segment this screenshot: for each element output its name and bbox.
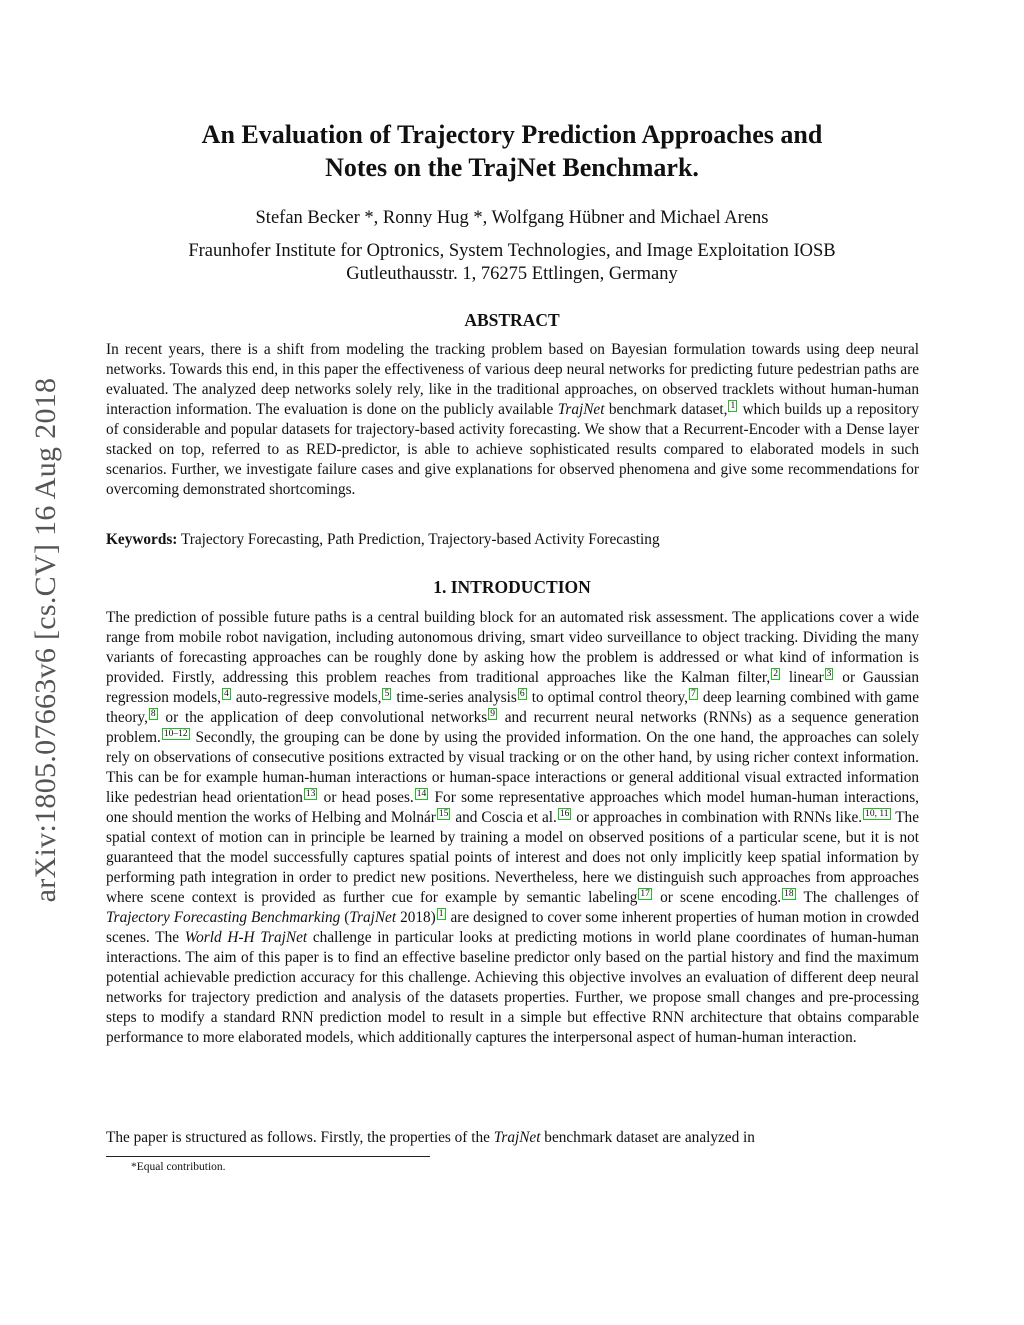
citation-link[interactable]: 8 (150, 709, 156, 719)
abstract-text: TrajNet (557, 401, 605, 418)
citation-link[interactable]: 1 (438, 909, 444, 919)
intro-text: or the application of deep convolutional networks (158, 709, 488, 726)
citation-link[interactable]: 2 (773, 669, 778, 679)
abstract-heading: ABSTRACT (464, 310, 560, 330)
intro-text: TrajNet (493, 1129, 541, 1146)
affiliation-line-2: Gutleuthausstr. 1, 76275 Ettlingen, Germany (346, 264, 678, 284)
footnote-rule (106, 1156, 430, 1157)
intro-text: to optimal control theory, (527, 689, 688, 706)
abstract-body (106, 340, 919, 500)
keywords-label: Keywords: (106, 531, 178, 548)
intro-text: and Coscia et al. (451, 809, 557, 826)
intro-text: benchmark dataset are analyzed in (540, 1129, 755, 1146)
citation-link[interactable]: 3 (826, 669, 832, 679)
arxiv-id: arXiv:1805.07663v6 [cs.CV] 16 Aug 2018 (29, 377, 62, 903)
intro-text: The prediction of possible future paths is a central building block for an automated risk assessment. The applications cover a wide range from mobile robot navigation, including autonomous driving, smart video surveillance to object tracking. Dividing the many variants of forecasting approaches can be roughly done by asking how the problem is addressed or what kind of information is provided. Firstly, addressing this problem reaches from traditional approaches like the Kalman filter, (106, 609, 919, 686)
intro-text: or Gaussian regression models, (106, 669, 919, 706)
citation-link[interactable]: 13 (305, 789, 316, 799)
citation-link[interactable]: 10–12 (163, 729, 188, 739)
intro-text: World H-H TrajNet (184, 929, 308, 946)
affiliation-line-1: Fraunhofer Institute for Optronics, System Technologies, and Image Exploitation IOSB (188, 241, 836, 261)
intro-text: time-series analysis (392, 689, 517, 706)
arxiv-sidebar-stamp (28, 340, 64, 940)
title-line-2: Notes on the TrajNet Benchmark. (325, 153, 699, 182)
intro-text: Trajectory Forecasting Benchmarking (106, 909, 341, 926)
citation-link[interactable]: 7 (690, 689, 696, 699)
intro-body-continued (106, 1128, 919, 1148)
intro-text: TrajNet (349, 909, 397, 926)
abstract-text: In recent years, there is a shift from modeling the tracking problem based on Bayesian formulation towards using deep neural networks. Towards this end, in this paper the effectiveness of various deep neural networks for predicting future pedestrian paths are evaluated. The analyzed deep networks solely rely, like in the traditional approaches, on observed tracklets without human-human interaction information. The evaluation is done on the publicly available (106, 341, 919, 418)
citation-link[interactable]: 15 (438, 809, 449, 819)
footnote: *Equal contribution. (131, 1161, 226, 1173)
intro-text: 2018) (396, 909, 436, 926)
citation-link[interactable]: 6 (519, 689, 525, 699)
intro-body (106, 608, 919, 1048)
citation-link[interactable]: 18 (784, 889, 794, 899)
citation-link[interactable]: 5 (384, 689, 390, 699)
intro-text: or head poses. (318, 789, 414, 806)
intro-text: The challenges of (796, 889, 919, 906)
affiliation (100, 240, 924, 286)
intro-text: Secondly, the grouping can be done by using the provided information. On the one hand, the approaches can solely rely on observations of consecutive positions extracted by visual tracking or on the other hand, by using richer context information. This can be for example human-human interactions or human-space interactions or general additional visual extracted information like pedestrian head orientation (106, 729, 919, 806)
citation-link[interactable]: 14 (416, 789, 427, 799)
intro-text: challenge in particular looks at predicting motions in world plane coordinates of human-human interactions. The aim of this paper is to find an effective baseline predictor only based on the partial history and find the maximum potential achievable prediction accuracy for this challenge. Achieving this objective involves an evaluation of different deep neural networks for trajectory prediction and analysis of the datasets properties. Further, we propose small changes and pre-processing steps to modify a standard RNN prediction model to result in a simple but effective RNN architecture that obtains comparable performance to more elaborated models, which additionally captures the interpersonal aspect of human-human interaction. (106, 929, 920, 1046)
intro-text: are designed to cover some inherent properties of human motion in crowded scenes. The (106, 909, 919, 946)
citation-link[interactable]: 16 (559, 809, 570, 819)
citation-link[interactable]: 9 (490, 709, 495, 719)
citation-link[interactable]: 4 (224, 689, 229, 699)
intro-text: The paper is structured as follows. Firstly, the properties of the (106, 1129, 494, 1146)
intro-text: ( (340, 909, 350, 926)
intro-text: or scene encoding. (652, 889, 782, 906)
abstract-text: benchmark dataset, (604, 401, 728, 418)
citation-link[interactable]: 10, 11 (865, 809, 889, 819)
intro-text: auto-regressive models, (231, 689, 382, 706)
intro-text: and recurrent neural networks (RNNs) as a sequence generation problem. (106, 709, 919, 746)
intro-text: or approaches in combination with RNNs like. (572, 809, 863, 826)
keywords-text: Trajectory Forecasting, Path Prediction, Trajectory-based Activity Forecasting (180, 531, 660, 548)
abstract-text: which builds up a repository of considerable and popular datasets for trajectory-based activity forecasting. We show that a Recurrent-Encoder with a Dense layer stacked on top, referred to as RED-predictor, is able to achieve sophisticated results compared to elaborated models in such scenarios. Further, we investigate failure cases and give explanations for observed phenomena and give some recommendations for overcoming demonstrated shortcomings. (106, 401, 920, 498)
title-line-1: An Evaluation of Trajectory Prediction Approaches and (201, 120, 823, 149)
intro-text: The spatial context of motion can in principle be learned by training a model on observed positions of a particular scene, but it is not guaranteed that the model successfully captures spatial points of interest and does not only implicitly keep spatial information by performing path integration in order to predict new positions. Nevertheless, here we distinguish such approaches from approaches where scene context is provided as further cue for example by semantic labeling (106, 809, 919, 906)
intro-text: linear (780, 669, 824, 686)
intro-text: For some representative approaches which model human-human interactions, one should mention the works of Helbing and Molnár (106, 789, 919, 826)
authors: Stefan Becker *, Ronny Hug *, Wolfgang Hübner and Michael Arens (255, 208, 769, 228)
intro-text: deep learning combined with game theory, (106, 689, 919, 726)
citation-link[interactable]: 17 (640, 889, 650, 899)
keywords (106, 530, 919, 550)
citation-link[interactable]: 1 (730, 401, 736, 411)
paper-title (100, 118, 924, 184)
intro-heading: 1. INTRODUCTION (433, 577, 591, 597)
